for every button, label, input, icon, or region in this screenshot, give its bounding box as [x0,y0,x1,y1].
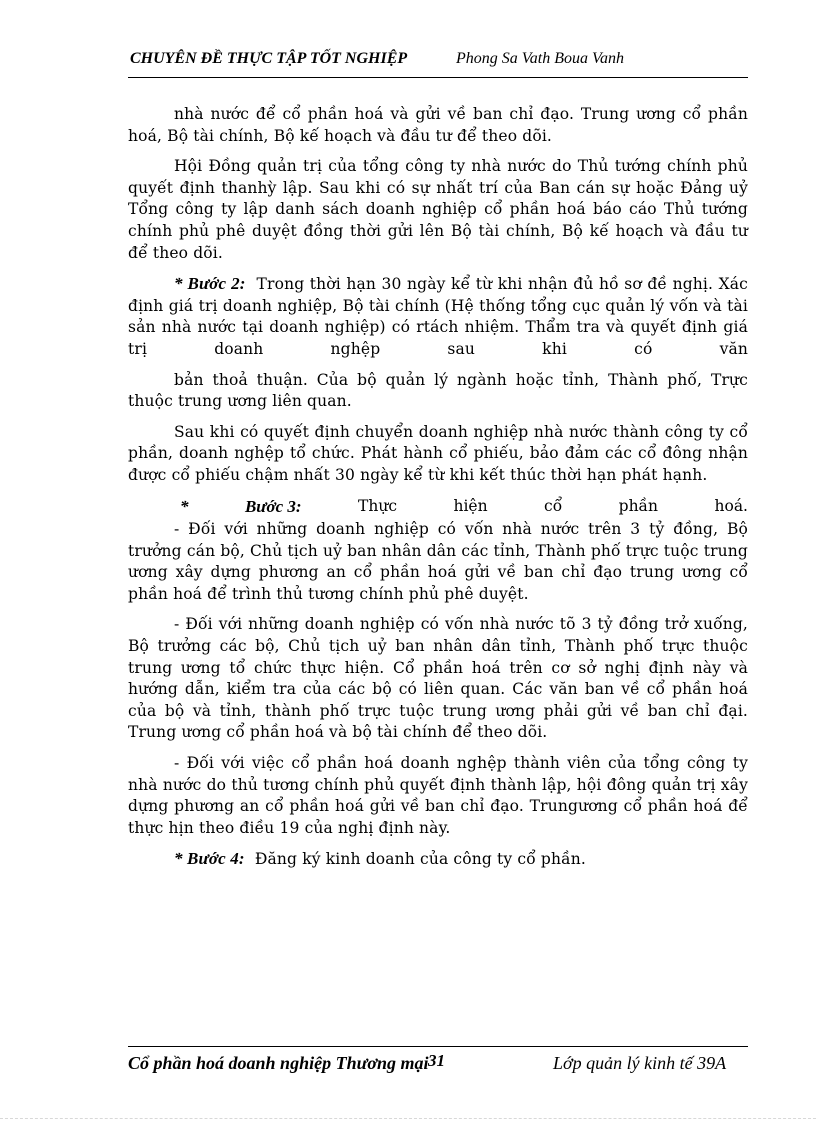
page-header [130,50,730,74]
paragraph-4: bản thoả thuận. Của bộ quản lý ngành hoặc tỉnh, Thành phố, Trực thuộc trung ương liên quan. [128,370,748,411]
step-3-word: cổ [544,496,563,515]
step-2-label: * Bước 2: [174,274,246,294]
page-number: 31 [428,1051,445,1070]
step-4-label: * Bước 4: [174,849,245,869]
footer-class: Lớp quản lý kinh tế 39A [553,1053,727,1073]
step-3-line [128,496,748,518]
step-3-star: * [180,496,189,516]
paragraph-step-2 [128,273,748,360]
paragraph-2: Hội Đồng quản trị của tổng công ty nhà nước do Thủ tướng chính phủ quyết định thanhỳ lập. Sau khi có sự nhất trí của Ban cán sự hoặc Đảng uỷ Tổng công ty lập danh sách doanh nghiệp cổ phần hoá báo cáo Thủ tướng chính phủ phê duyệt đồng thời gửi lên Bộ tài chính, Bộ kế hoạch và đầu tư để theo dõi. [128,157,748,262]
step-3-word: hoá. [714,496,748,515]
header-title: CHUYÊN ĐỀ THỰC TẬP TỐT NGHIỆP [130,50,408,67]
step-3-word: phần [618,496,659,515]
footer-divider [128,1046,748,1047]
document-body [128,104,748,880]
paragraph-7: - Đối với những doanh nghiệp có vốn nhà nước tõ 3 tỷ đồng trở xuống, Bộ trưởng các bộ, Chủ tịch uỷ ban nhân dân tỉnh, Thành phố trực thuộc trung ương tổ chức thực hiện. Cổ phần hoá trên cơ sở nghị định này và hướng dẫn, kiểm tra của các bộ có liên quan. Các văn ban về cổ phần hoá của bộ và tỉnh, thành phố trực tuộc trung ương phải gửi về ban chỉ đại. Trung ương cổ phần hoá và bộ tài chính để theo dõi. [128,615,748,742]
paragraph-1: nhà nước để cổ phần hoá và gửi về ban chỉ đạo. Trung ương cổ phần hoá, Bộ tài chính, Bộ kế hoạch và đầu tư để theo dõi. [128,105,748,145]
paragraph-6: - Đối với những doanh nghiệp có vốn nhà nước trên 3 tỷ đồng, Bộ trưởng cán bộ, Chủ tịch uỷ ban nhân dân các tỉnh, Thành phố trực tuộc trung ương xây dựng phương an cổ phần hoá gửi về ban chỉ đạo trung ương cổ phần hoá để trình thủ tương chính phủ phê duyệt. [128,520,748,603]
step-4-text: Đăng ký kinh doanh của công ty cổ phần. [254,850,586,869]
step-3-label: Bước 3: [244,496,302,516]
paragraph-5: Sau khi có quyết định chuyển doanh nghiệp nhà nước thành công ty cổ phần, doanh nghệp tổ chức. Phát hành cổ phiếu, bảo đảm các cổ đông nhận được cổ phiếu chậm nhất 30 ngày kể từ khi kết thúc thời hạn phát hạnh. [128,422,748,484]
step-2-text: Trong thời hạn 30 ngày kể từ khi nhận đủ hồ sơ đề nghị. Xác định giá trị doanh nghiệp, Bộ tài chính (Hệ thống tổng cục quản lý vốn và tài sản nhà nước tại doanh nghiệp) có rtách nhiệm. Thẩm tra và quyết định giá trị doanh nghệp sau khi có văn [128,275,749,358]
paragraph-step-4 [128,848,748,871]
paragraph-8: - Đối với việc cổ phần hoá doanh nghệp thành viên của tổng công ty nhà nước do thủ tương chính phủ quyết định thành lập, hội đông quản trị xây dựng phương an cổ phần hoá gửi về ban chỉ đạo. Trungương cổ phần hoá để thực hịn theo điều 19 của nghị định này. [128,754,748,837]
header-author: Phong Sa Vath Boua Vanh [456,50,624,67]
page-footer [128,1053,748,1079]
header-divider [128,77,748,78]
footer-title: Cổ phần hoá doanh nghiệp Thương mại [128,1053,429,1073]
page-edge [0,1118,816,1119]
step-3-word: hiện [453,496,488,515]
step-3-word: Thực [358,496,398,515]
